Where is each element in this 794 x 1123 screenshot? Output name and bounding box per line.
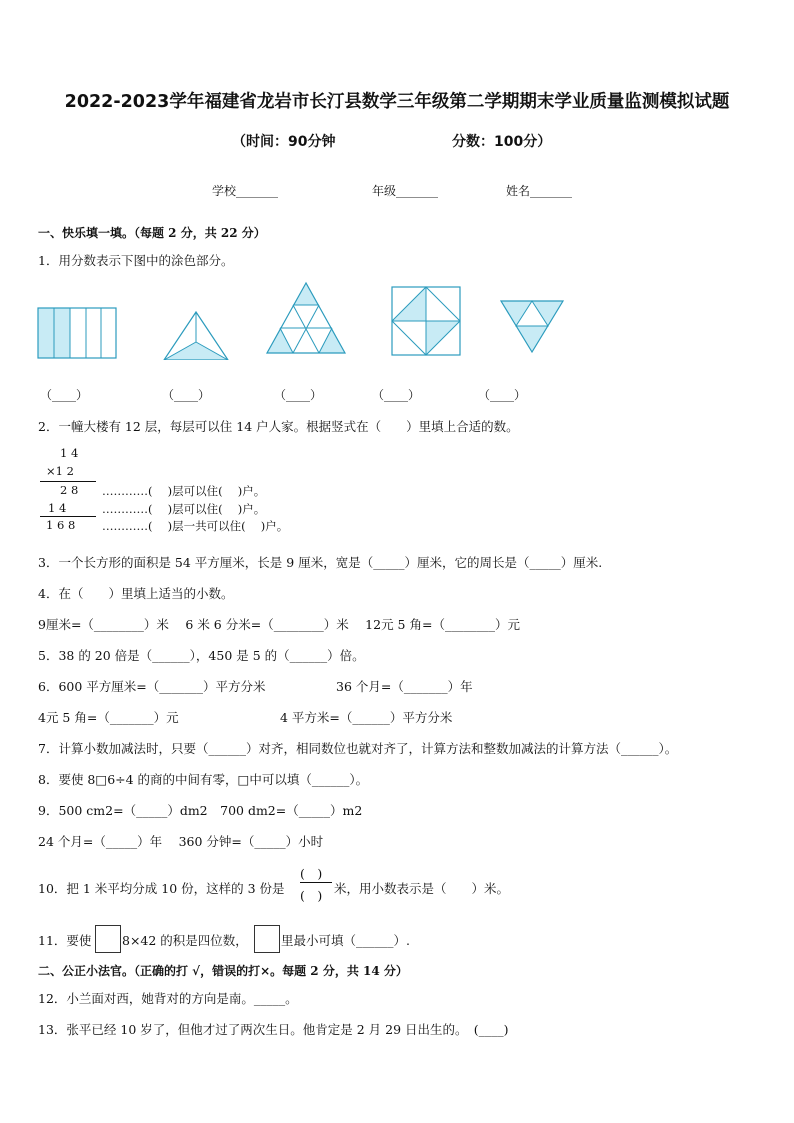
question-1: 1．用分数表示下图中的涂色部分。 bbox=[38, 253, 234, 268]
question-11-a: 11．要使 bbox=[38, 933, 92, 948]
question-6c[interactable]: 4元 5 角=（_______）元 bbox=[38, 710, 179, 725]
question-2: 2．一幢大楼有 12 层，每层可以住 14 户人家。根据竖式在（ ）里填上合适的数。 bbox=[38, 419, 519, 434]
question-9a[interactable]: 9．500 cm2=（_____）dm2 700 dm2=（_____）m2 bbox=[38, 803, 363, 818]
question-11-c[interactable]: 里最小可填（______）. bbox=[281, 933, 410, 948]
vertical-rule-1 bbox=[40, 481, 96, 482]
vertical-note-1[interactable]: …………( )层可以住( )户。 bbox=[102, 484, 266, 498]
question-3[interactable]: 3．一个长方形的面积是 54 平方厘米，长是 9 厘米，宽是（_____）厘米，它的周长是（_____）厘米. bbox=[38, 555, 603, 570]
question-12[interactable]: 12．小兰面对西，她背对的方向是南。_____。 bbox=[38, 991, 298, 1006]
figure-rectangle-strips bbox=[38, 308, 116, 358]
question-8[interactable]: 8．要使 8□6÷4 的商的中间有零，□中可以填（______）。 bbox=[38, 772, 369, 787]
question-9b[interactable]: 24 个月=（_____）年 360 分钟=（_____）小时 bbox=[38, 834, 324, 849]
vertical-rule-2 bbox=[40, 516, 96, 517]
figure-inverted-triangle bbox=[501, 301, 563, 352]
question-5[interactable]: 5．38 的 20 倍是（______），450 是 5 的（______）倍。 bbox=[38, 648, 365, 663]
question-7[interactable]: 7．计算小数加减法时，只要（______）对齐，相同数位也就对齐了，计算方法和整数加减法的计算方法（______）。 bbox=[38, 741, 678, 756]
fraction-denominator[interactable]: ( ) bbox=[300, 888, 323, 903]
q1-answer-4[interactable]: （____） bbox=[372, 388, 421, 402]
exam-time: （时间：90分钟 bbox=[232, 134, 336, 150]
question-11-b: 8×42 的积是四位数， bbox=[122, 933, 248, 948]
name-field[interactable]: 姓名_______ bbox=[506, 184, 573, 198]
figure-square-diamond bbox=[392, 287, 460, 355]
question-10-post[interactable]: 米，用小数表示是（ ）米。 bbox=[334, 881, 510, 896]
question-4-items[interactable]: 9厘米=（________）米 6 米 6 分米=（________）米 12元 5 角=（________）元 bbox=[38, 617, 520, 632]
question-4: 4．在（ ）里填上适当的小数。 bbox=[38, 586, 234, 601]
q1-answer-2[interactable]: （____） bbox=[162, 388, 211, 402]
vertical-row-4: 1 4 bbox=[48, 501, 67, 515]
grade-field[interactable]: 年级_______ bbox=[372, 184, 439, 198]
page-title: 2022-2023学年福建省龙岩市长汀县数学三年级第二学期期末学业质量监测模拟试题 bbox=[64, 92, 730, 112]
question-10-pre: 10．把 1 米平均分成 10 份，这样的 3 份是 bbox=[38, 881, 285, 896]
question-6a[interactable]: 6．600 平方厘米=（_______）平方分米 bbox=[38, 679, 266, 694]
section-1-heading: 一、快乐填一填。（每题 2 分，共 22 分） bbox=[38, 226, 266, 240]
fraction-figures bbox=[36, 280, 576, 360]
vertical-note-2[interactable]: …………( )层可以住( )户。 bbox=[102, 502, 266, 516]
figure-triangle-thirds bbox=[164, 312, 228, 360]
vertical-note-3[interactable]: …………( )层一共可以住( )户。 bbox=[102, 519, 289, 533]
figure-triangle-ninths bbox=[267, 283, 345, 353]
q1-answer-1[interactable]: （____） bbox=[40, 388, 89, 402]
fraction-numerator[interactable]: ( ) bbox=[300, 866, 323, 881]
fraction-bar bbox=[300, 882, 332, 883]
answer-box-1[interactable] bbox=[95, 925, 121, 953]
exam-score: 分数：100分） bbox=[452, 134, 552, 150]
vertical-row-3: 2 8 bbox=[60, 483, 79, 497]
vertical-row-2: ×1 2 bbox=[46, 464, 74, 478]
school-field[interactable]: 学校_______ bbox=[212, 184, 279, 198]
question-13[interactable]: 13．张平已经 10 岁了，但他才过了两次生日。他肯定是 2 月 29 日出生的。 (____) bbox=[38, 1022, 509, 1037]
question-6b[interactable]: 36 个月=（_______）年 bbox=[336, 679, 473, 694]
q1-answer-3[interactable]: （____） bbox=[274, 388, 323, 402]
section-2-heading: 二、公正小法官。（正确的打 √，错误的打×。每题 2 分，共 14 分） bbox=[38, 964, 408, 978]
question-6d[interactable]: 4 平方米=（______）平方分米 bbox=[280, 710, 453, 725]
vertical-row-1: 1 4 bbox=[60, 446, 79, 460]
vertical-row-5: 1 6 8 bbox=[46, 518, 76, 532]
q1-answer-5[interactable]: （____） bbox=[478, 388, 527, 402]
answer-box-2[interactable] bbox=[254, 925, 280, 953]
